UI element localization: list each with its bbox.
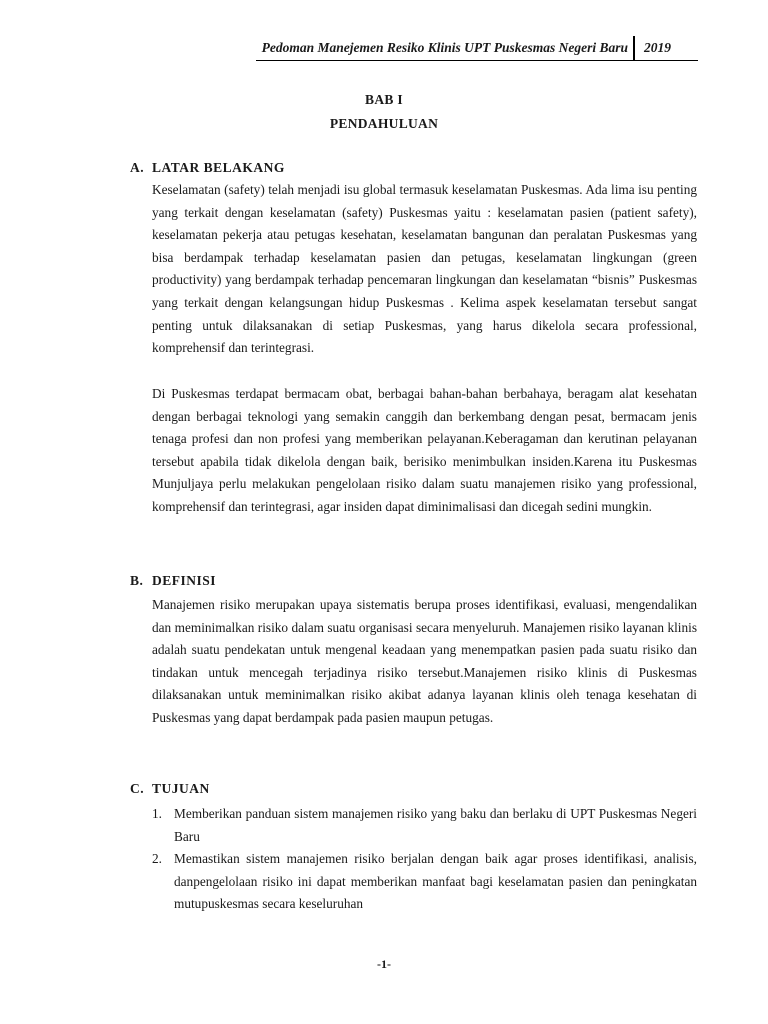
header-rule [256, 60, 698, 61]
section-letter: C. [130, 781, 145, 796]
section-letter: B. [130, 573, 144, 588]
section-title: LATAR BELAKANG [152, 160, 285, 175]
header-year: 2019 [644, 40, 671, 55]
section-title: DEFINISI [152, 573, 217, 588]
list-number: 2. [152, 851, 162, 866]
paragraph: Manajemen risiko merupakan upaya sistematis berupa proses identifikasi, evaluasi, mengendalikan dan meminimalkan risiko dalam suatu organisasi secara menyeluruh. Manajemen risiko layanan klinis adalah suatu pendekatan untuk mengenal keadaan yang menempatkan pasien pada suatu risiko dan tindakan untuk mencegah terjadinya risiko tersebut.Manajemen risiko klinis di Puskesmas dilaksanakan untuk meminimalkan risiko akibat adanya layanan klinis oleh tenaga kesehatan di Puskesmas yang dapat berdampak pada pasien maupun petugas. [152, 597, 697, 725]
paragraph: Keselamatan (safety) telah menjadi isu global termasuk keselamatan Puskesmas. Ada lima isu penting yang terkait dengan keselamatan (safety) Puskesmas yaitu : keselamatan pasien (patient safety), keselamatan pekerja atau petugas kesehatan, keselamatan bangunan dan peralatan Puskesmas yang bisa berdampak terhadap keselamatan pasien dan petugas, keselamatan lingkungan (green productivity) yang berdampak terhadap pencemaran lingkungan dan keselamatan “bisnis” Puskesmas yang terkait dengan kelangsungan hidup Puskesmas . Kelima aspek keselamatan tersebut sangat penting untuk dilaksanakan di setiap Puskesmas, yang harus dikelola secara professional, komprehensif dan terintegrasi. [152, 182, 697, 356]
section-heading-tujuan [130, 781, 210, 797]
page-header [0, 36, 768, 64]
list-text: Memastikan sistem manajemen risiko berjalan dengan baik agar proses identifikasi, analisis, danpengelolaan risiko ini dapat memberikan manfaat bagi keselamatan pasien dan peningkatan mutupuskesmas secara keseluruhan [174, 851, 697, 912]
page-number: -1- [377, 957, 391, 971]
section-heading-latar-belakang [130, 160, 285, 176]
list-item [152, 803, 697, 848]
chapter-title: PENDAHULUAN [329, 116, 439, 131]
header-title: Pedoman Manejemen Resiko Klinis UPT Puskesmas Negeri Baru [261, 40, 628, 55]
section-heading-definisi [130, 573, 216, 589]
list-item [152, 848, 697, 916]
section-letter: A. [130, 160, 145, 175]
list-text: Memberikan panduan sistem manajemen risiko yang baku dan berlaku di UPT Puskesmas Negeri Baru [174, 806, 697, 844]
list-number: 1. [152, 806, 162, 821]
paragraph: Di Puskesmas terdapat bermacam obat, berbagai bahan-bahan berbahaya, beragam alat kesehatan dengan berbagai teknologi yang semakin canggih dan berkembang dengan pesat, bermacam jenis tenaga profesi dan non profesi yang memberikan pelayanan.Keberagaman dan kerutinan pelayanan tersebut apabila tidak dikelola dengan baik, berisiko menimbulkan insiden.Karena itu Puskesmas Munjuljaya perlu melakukan pengelolaan risiko dalam suatu manajemen risiko yang professional, komprehensif dan terintegrasi, agar insiden dapat diminimalisasi dan dicegah sedini mungkin. [152, 386, 697, 514]
section-title: TUJUAN [152, 781, 210, 796]
header-divider [633, 36, 635, 60]
chapter-number: BAB I [365, 92, 403, 107]
